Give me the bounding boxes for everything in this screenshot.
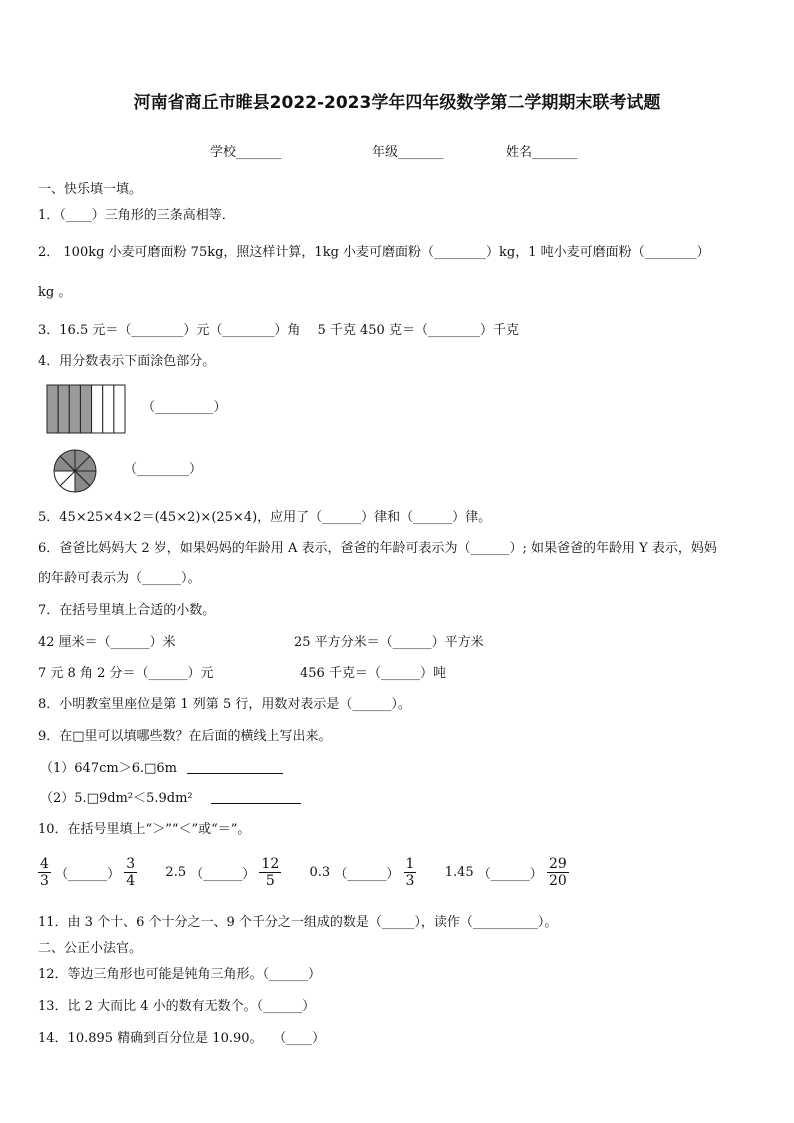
- question-11: 11．由 3 个十、6 个十分之一、9 个千分之一组成的数是（_____），读作（__________）。: [38, 915, 558, 930]
- question-9-2-text: （2）5.□9dm²＜5.9dm²: [40, 791, 193, 806]
- question-9: 9．在□里可以填哪些数？在后面的横线上写出来。: [38, 729, 332, 744]
- question-12: 12．等边三角形也可能是钝角三角形。（______）: [38, 967, 322, 982]
- grade-field: 年级_______: [372, 145, 444, 160]
- decimal-value: 2.5: [165, 865, 187, 880]
- question-9-1: [40, 759, 283, 778]
- question-13: 13．比 2 大而比 4 小的数有无数个。（______）: [38, 999, 316, 1014]
- section-heading: 一、快乐填一填。: [38, 182, 143, 197]
- shaded-strip: [80, 385, 91, 433]
- question-4: 4．用分数表示下面涂色部分。: [38, 354, 216, 369]
- compare-blank: （______）: [334, 867, 400, 882]
- school-field: 学校_______: [210, 145, 282, 160]
- question-14: 14．10.895 精确到百分位是 10.90。 （____）: [38, 1031, 326, 1046]
- question-6: 6．爸爸比妈妈大 2 岁，如果妈妈的年龄用 A 表示，爸爸的年龄可表示为（______）; 如果爸爸的年龄用 Y 表示，妈妈: [38, 541, 717, 556]
- answer-4a: （_________）: [142, 400, 227, 415]
- fraction: $\frac{3}{4}$: [126, 856, 136, 889]
- fraction: $\frac{12}{5}$: [261, 856, 280, 889]
- fraction: $\frac{4}{3}$: [40, 856, 49, 889]
- fraction: $\frac{1}{3}$: [405, 856, 415, 889]
- question-10-items: [38, 856, 569, 896]
- question-1: 1．（____）三角形的三条高相等．: [38, 208, 235, 223]
- shaded-strip: [47, 385, 58, 433]
- question-7: 7．在括号里填上合适的小数。: [38, 603, 216, 618]
- shaded-strip: [58, 385, 69, 433]
- name-field: 姓名_______: [506, 145, 578, 160]
- question-7d: 456 千克＝（______）吨: [300, 666, 446, 681]
- section-heading-2: 二、公正小法官。: [38, 941, 143, 956]
- question-5: 5．45×25×4×2＝(45×2)×(25×4)，应用了（______）律和（______）律。: [38, 510, 492, 525]
- decimal-value: 0.3: [309, 865, 331, 880]
- answer-line-9-1: [187, 759, 283, 774]
- page-title: 河南省商丘市睢县2022-2023学年四年级数学第二学期期末联考试题: [133, 93, 661, 113]
- question-9-2: [40, 789, 301, 808]
- compare-blank: （______）: [190, 867, 256, 882]
- question-8: 8．小明教室里座位是第 1 列第 5 行，用数对表示是（______）。: [38, 697, 411, 712]
- answer-4b: （________）: [124, 462, 203, 477]
- question-10: 10．在括号里填上“＞”“＜”或“＝”。: [38, 822, 251, 837]
- compare-blank: （______）: [477, 867, 543, 882]
- unshaded-strip: [103, 385, 114, 433]
- answer-line-9-2: [211, 789, 301, 804]
- shaded-circle-figure: [52, 448, 98, 494]
- question-7b: 25 平方分米＝（______）平方米: [294, 635, 484, 650]
- question-3: 3．16.5 元＝（________）元（________）角 5 千克 450 克＝（________）千克: [38, 323, 519, 338]
- shaded-strip: [69, 385, 80, 433]
- unshaded-strip: [92, 385, 103, 433]
- shaded-rectangle-figure: [46, 384, 126, 434]
- question-2-continued: kg 。: [38, 285, 72, 300]
- question-2: 2． 100kg 小麦可磨面粉 75kg，照这样计算，1kg 小麦可磨面粉（________）kg，1 吨小麦可磨面粉（________）: [38, 245, 710, 260]
- question-9-1-text: （1）647cm＞6.□6m: [40, 761, 177, 776]
- question-7a: 42 厘米＝（______）米: [38, 635, 176, 650]
- question-7c: 7 元 8 角 2 分＝（______）元: [38, 666, 214, 681]
- fraction: $\frac{29}{20}$: [548, 856, 567, 889]
- unshaded-strip: [114, 385, 125, 433]
- compare-blank: （______）: [55, 867, 121, 882]
- decimal-value: 1.45: [444, 865, 474, 880]
- question-6-continued: 的年龄可表示为（______）。: [38, 571, 201, 586]
